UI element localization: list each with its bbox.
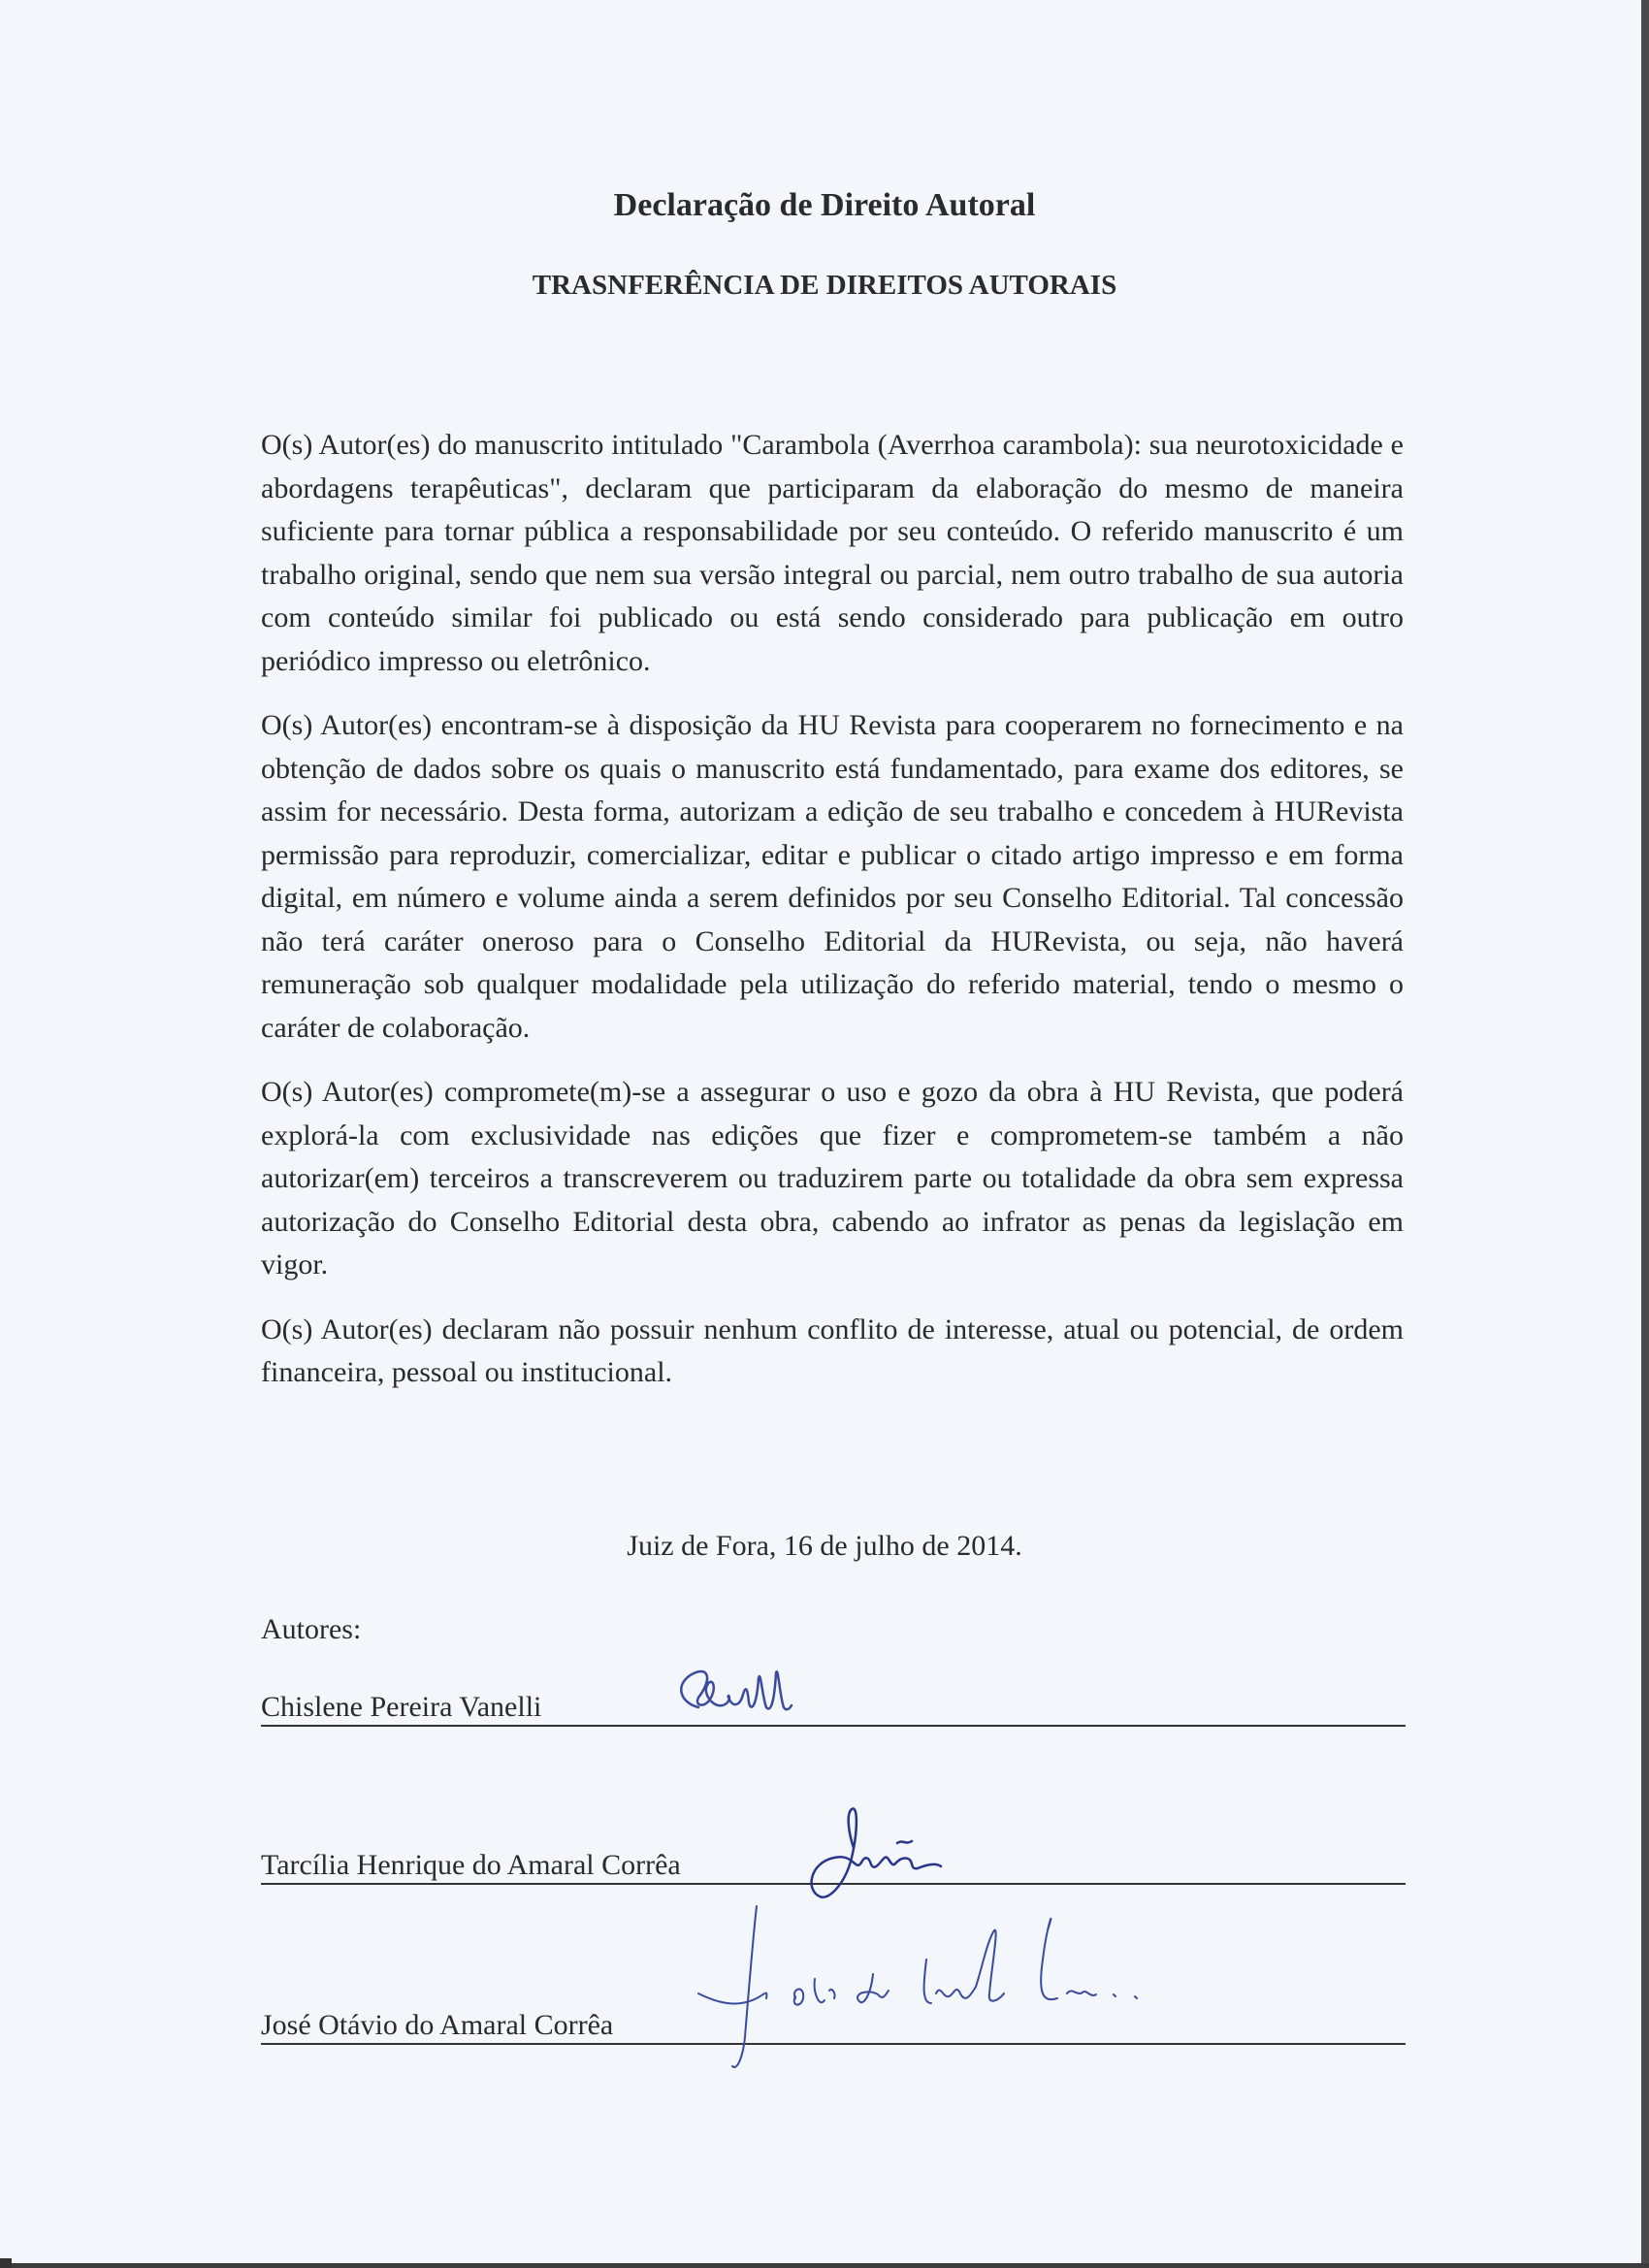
authors-label: Autores:: [261, 1613, 362, 1645]
paragraph-cooperation: O(s) Autor(es) encontram-se à disposição da HU Revista para cooperarem no fornecimento e na obtenção de dados sobre os quais o manuscrito está fundamentado, para exame dos editores, se assim for necessário. Desta forma, autorizam a edição de seu trabalho e concedem à HURevista permissão para reproduzir, comercializar, editar e publicar o citado artigo impresso e em forma digital, em número e volume ainda a serem definidos por seu Conselho Editorial. Tal concessão não terá caráter oneroso para o Conselho Editorial da HURevista, ou seja, não haverá remuneração sob qualquer modalidade pela utilização do referido material, tendo o mesmo o caráter de colaboração.: [261, 709, 1404, 1044]
declaration-body: [261, 424, 1404, 1416]
document-subtitle: TRASNFERÊNCIA DE DIREITOS AUTORAIS: [532, 270, 1117, 301]
scan-edge-right: [1641, 0, 1649, 2268]
handwritten-signature-icon: [669, 1659, 844, 1727]
scan-edge-corner: [0, 2258, 12, 2268]
author-name: Tarcília Henrique do Amaral Corrêa: [261, 1849, 681, 1881]
handwritten-signature-icon: [660, 1901, 1280, 2076]
document-title: Declaração de Direito Autoral: [613, 187, 1036, 223]
date-line: Juiz de Fora, 16 de julho de 2014.: [627, 1530, 1022, 1562]
paragraph-originality: O(s) Autor(es) do manuscrito intitulado "Carambola (Averrhoa carambola): sua neurotoxicidade e abordagens terapêuticas", declaram que participaram da elaboração do mesmo de maneira suficiente para tornar pública a responsabilidade por seu conteúdo. O referido manuscrito é um trabalho original, sendo que nem sua versão integral ou parcial, nem outro trabalho de sua autoria com conteúdo similar foi publicado ou está sendo considerado para publicação em outro periódico impresso ou eletrônico.: [261, 429, 1404, 677]
scan-edge-bottom: [0, 2263, 1649, 2268]
author-name: José Otávio do Amaral Corrêa: [261, 2009, 614, 2041]
paragraph-exclusivity: O(s) Autor(es) comprometе(m)-se a assegurar o uso e gozo da obra à HU Revista, que poderá explorá-la com exclusividade nas edições que fizer e comprometem-se também a não autorizar(em) terceiros a transcreverem ou traduzirem parte ou totalidade da obra sem expressa autorização do Conselho Editorial desta obra, cabendo ao infrator as penas da legislação em vigor.: [261, 1076, 1404, 1280]
paragraph-conflict-of-interest: O(s) Autor(es) declaram não possuir nenhum conflito de interesse, atual ou potencial, de ordem financeira, pessoal ou institucional.: [261, 1312, 1404, 1388]
author-name: Chislene Pereira Vanelli: [261, 1691, 542, 1723]
